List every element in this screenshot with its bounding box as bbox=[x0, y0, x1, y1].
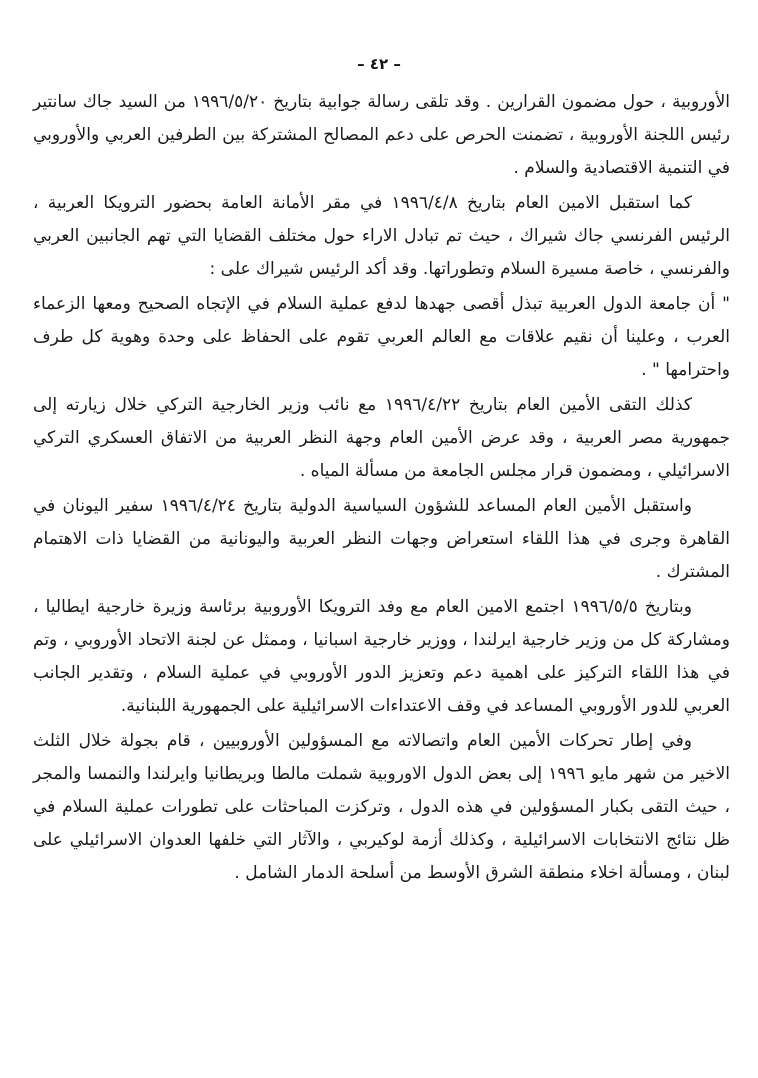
paragraph-6: وبتاريخ ١٩٩٦/٥/٥ اجتمع الامين العام مع وفد الترويكا الأوروبية برئاسة وزيرة خارجية ايطاليا ، ومشاركة كل من وزير خارجية ايرلندا ، ووزير خارجية اسبانيا ، وممثل عن لجنة الاتحاد الأوروبي ، وتم في هذا اللقاء التركيز على اهمية دعم وتعزيز الدور الأوروبي في عملية السلام ، وتقدير الجانب العربي للدور الأوروبي المساعد في وقف الاعتداءات الاسرائيلية على الجمهورية اللبنانية. bbox=[33, 597, 730, 716]
paragraph-5: واستقبل الأمين العام المساعد للشؤون السياسية الدولية بتاريخ ١٩٩٦/٤/٢٤ سفير اليونان في القاهرة وجرى في هذا اللقاء استعراض وجهات النظر العربية واليونانية من القضايا ذات الاهتمام المشترك . bbox=[33, 496, 730, 582]
paragraph-4: كذلك التقى الأمين العام بتاريخ ١٩٩٦/٤/٢٢ مع نائب وزير الخارجية التركي خلال زيارته إلى جمهورية مصر العربية ، وقد عرض الأمين العام وجهة النظر العربية من الاتفاق العسكري التركي الاسرائيلي ، ومضمون قرار مجلس الجامعة من مسألة المياه . bbox=[33, 395, 730, 481]
page-number: – ٤٢ – bbox=[357, 55, 401, 73]
text-block bbox=[33, 86, 730, 892]
paragraph-1: الأوروبية ، حول مضمون القرارين . وقد تلقى رسالة جوابية بتاريخ ١٩٩٦/٥/٢٠ من السيد جاك سانتير رئيس اللجنة الأوروبية ، تضمنت الحرص على دعم المصالح المشتركة بين الطرفين العربي والأوروبي في التنمية الاقتصادية والسلام . bbox=[33, 92, 730, 178]
paragraph-7: وفي إطار تحركات الأمين العام واتصالاته مع المسؤولين الأوروبيين ، قام بجولة خلال الثلث الاخير من شهر مايو ١٩٩٦ إلى بعض الدول الاوروبية شملت مالطا وبريطانيا وايرلندا والنمسا والمجر ، حيث التقى بكبار المسؤولين في هذه الدول ، وتركزت المباحثات على تطورات عملية السلام في ظل نتائج الانتخابات الاسرائيلية ، وكذلك أزمة لوكيربي ، والآثار التي خلفها العدوان الاسرائيلي على لبنان ، ومسألة اخلاء منطقة الشرق الأوسط من أسلحة الدمار الشامل . bbox=[33, 731, 731, 883]
page-header bbox=[0, 54, 758, 73]
paragraph-3-quote: " أن جامعة الدول العربية تبذل أقصى جهدها لدفع عملية السلام في الإتجاه الصحيح ومعها الزعماء العرب ، وعلينا أن نقيم علاقات مع العالم العربي تقوم على الحفاظ على وحدة وهوية كل طرف واحترامها " . bbox=[33, 294, 730, 380]
paragraph-2: كما استقبل الامين العام بتاريخ ١٩٩٦/٤/٨ في مقر الأمانة العامة بحضور الترويكا العربية ، الرئيس الفرنسي جاك شيراك ، حيث تم تبادل الاراء حول مختلف القضايا التي تهم الجانبين العربي والفرنسي ، خاصة مسيرة السلام وتطوراتها. وقد أكد الرئيس شيراك على : bbox=[33, 193, 730, 279]
